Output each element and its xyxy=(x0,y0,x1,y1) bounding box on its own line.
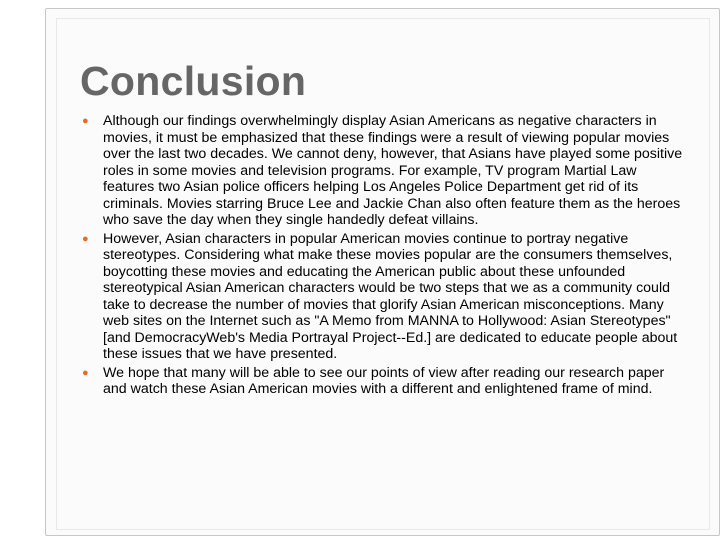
bullet-item-2 xyxy=(82,231,686,363)
slide-title: Conclusion xyxy=(80,58,307,104)
bullet-item-3 xyxy=(82,365,686,398)
bullet-text-3: We hope that many will be able to see our points of view after reading our research paper and watch these Asian American movies with a different and enlightened frame of mind. xyxy=(103,364,665,397)
bullet-list xyxy=(82,113,686,400)
bullet-text-2: However, Asian characters in popular American movies continue to portray negative stereotypes. Considering what make these movies popular are the consumers themselves, boycotting these movies and educating the American public about these unfounded stereotypical Asian American characters would be two steps that we as a community could take to decrease the number of movies that glorify Asian American misconceptions. Many web sites on the Internet such as "A Memo from MANNA to Hollywood: Asian Stereotypes" [and DemocracyWeb's Media Portrayal Project--Ed.] are dedicated to educate people about these issues that we have presented. xyxy=(103,230,678,362)
bullet-item-1 xyxy=(82,113,686,229)
bullet-dot-icon: ● xyxy=(82,366,89,379)
bullet-dot-icon: ● xyxy=(82,115,89,127)
bullet-text-1: Although our findings overwhelmingly display Asian Americans as negative characters in movies, it must be emphasized that these findings were a result of viewing popular movies over the last two decades. We cannot deny, however, that Asians have played some positive roles in some movies and television programs. For example, TV program Martial Law features two Asian police officers helping Los Angeles Police Department get rid of its criminals. Movies starring Bruce Lee and Jackie Chan also often feature them as the heroes who save the day when they single handedly defeat villains. xyxy=(103,113,683,228)
bullet-dot-icon: ● xyxy=(82,232,89,245)
